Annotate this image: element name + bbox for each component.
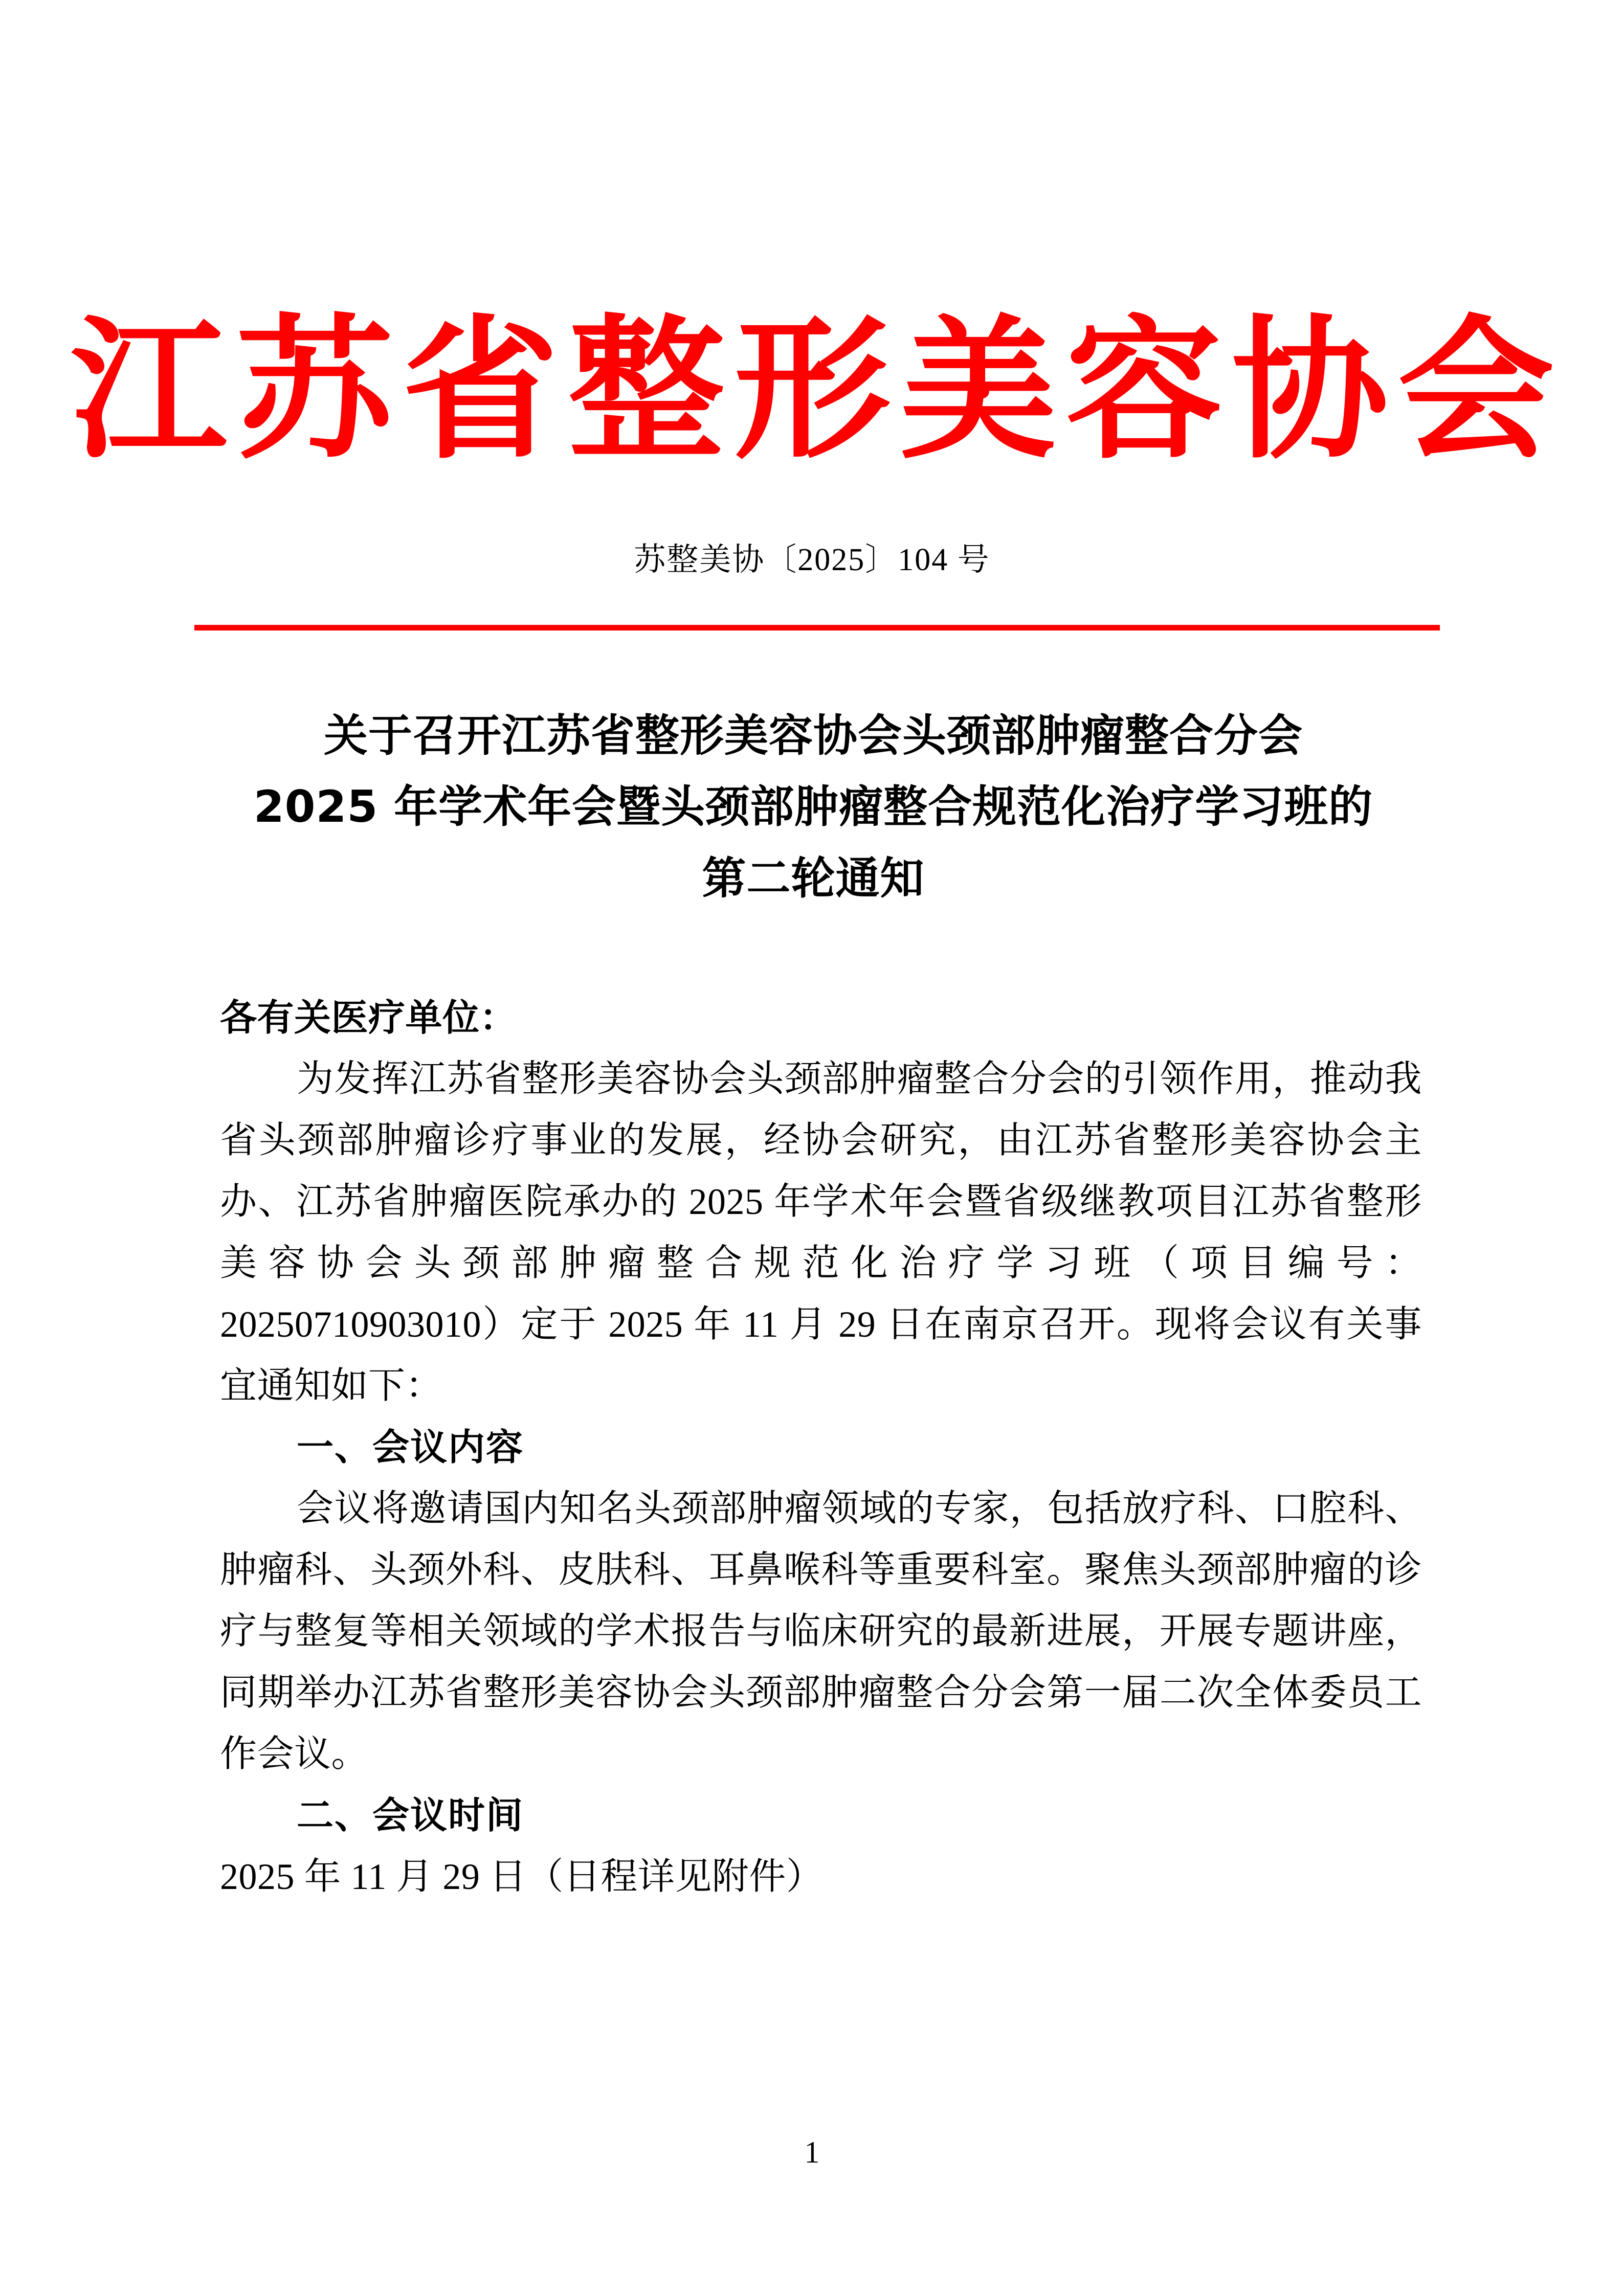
masthead [0, 299, 1624, 480]
document-body [220, 987, 1422, 1907]
document-title-line-2: 2025 年学术年会暨头颈部肿瘤整合规范化治疗学习班的 [253, 781, 1373, 833]
document-number: 苏整美协〔2025〕104 号 [634, 543, 990, 577]
salutation: 各有关医疗单位： [220, 996, 517, 1039]
organization-title: 江苏省整形美容协会 [70, 299, 1564, 480]
section-heading-2: 二、会议时间 [297, 1794, 524, 1837]
page-number: 1 [804, 2135, 820, 2169]
red-divider-rule [194, 625, 1440, 631]
document-title-line-3: 第二轮通知 [702, 852, 925, 904]
document-title-line-1: 关于召开江苏省整形美容协会头颈部肿瘤整合分会 [324, 710, 1303, 761]
section-body-2: 2025 年 11 月 29 日（日程详见附件） [220, 1856, 824, 1897]
document-title [194, 701, 1432, 914]
section-body-1: 会议将邀请国内知名头颈部肿瘤领域的专家，包括放疗科、口腔科、肿瘤科、头颈外科、皮肤科、耳鼻喉科等重要科室。聚焦头颈部肿瘤的诊疗与整复等相关领域的学术报告与临床研究的最新进展，开展专题讲座，同期举办江苏省整形美容协会头颈部肿瘤整合分会第一届二次全体委员工作会议。 [220, 1488, 1422, 1774]
intro-paragraph: 为发挥江苏省整形美容协会头颈部肿瘤整合分会的引领作用，推动我省头颈部肿瘤诊疗事业的发展，经协会研究，由江苏省整形美容协会主办、江苏省肿瘤医院承办的 2025 年学术年会暨省级继教项目江苏省整形美容协会头颈部肿瘤整合规范化治疗学习班（项目编号：20250710903010）定于 2025 年 11 月 29 日在南京召开。现将会议有关事宜通知如下： [220, 1059, 1422, 1406]
section-heading-1: 一、会议内容 [297, 1426, 524, 1469]
